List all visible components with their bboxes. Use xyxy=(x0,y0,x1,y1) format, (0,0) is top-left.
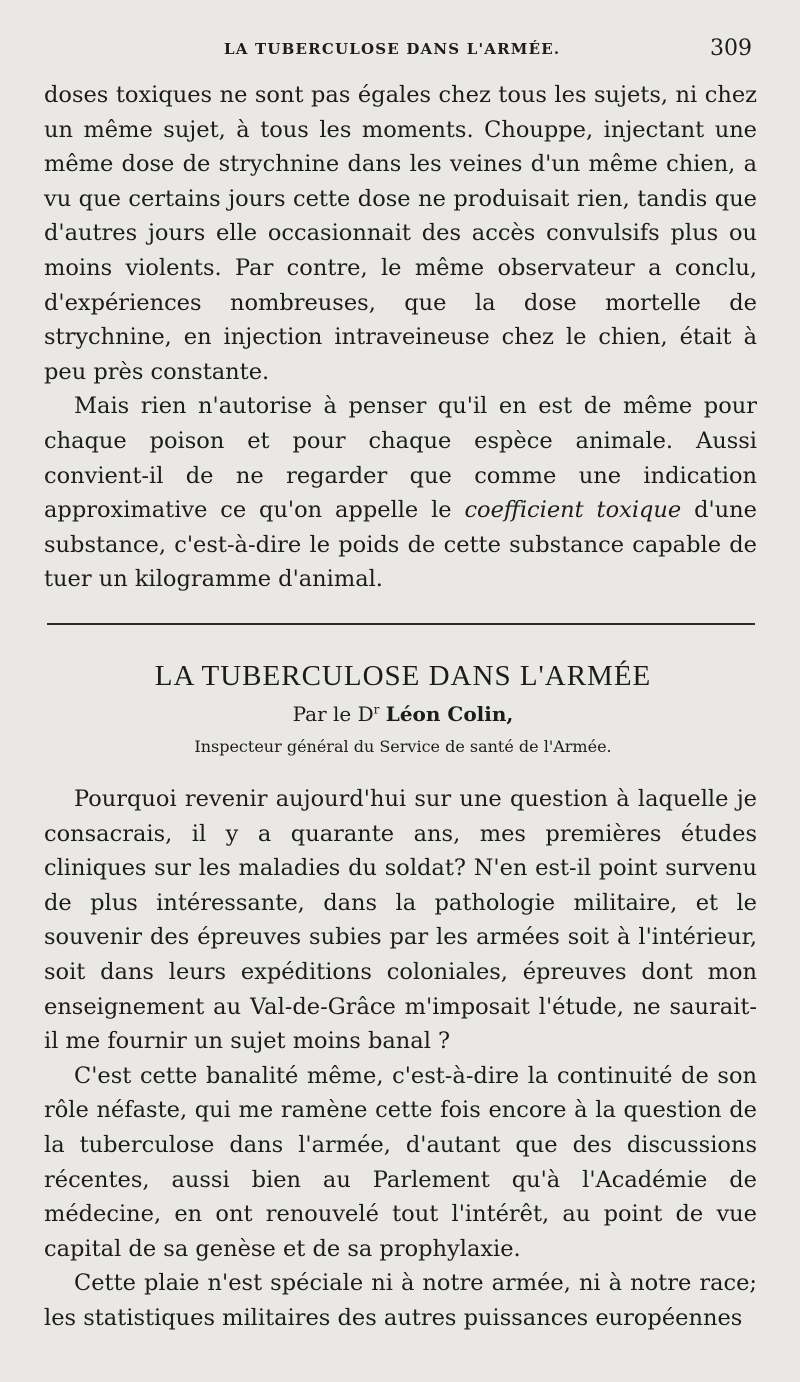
paragraph-toxic-coefficient xyxy=(44,389,757,597)
byline xyxy=(0,702,800,726)
author-affiliation: Inspecteur général du Service de santé de l'Armée. xyxy=(194,737,612,756)
paragraph-intro: Pourquoi revenir aujourd'hui sur une question à laquelle je consacrais, il y a quarante ans, mes premières études cliniques sur les maladies du soldat? N'en est-il point survenu de plus intéressante, dans la pathologie militaire, et le souvenir des épreuves subies par les armées soit à l'intérieur, soit dans leurs expéditions coloniales, épreuves dont mon enseignement au Val-de-Grâce m'imposait l'étude, ne saurait-il me fournir un sujet moins banal ? xyxy=(44,786,757,1055)
section-divider xyxy=(47,623,755,625)
text-span: Mais rien n'autorise à penser qu'il en est de même pour chaque poison et pour chaque espèce animale. Aussi convient-il de ne regarder que comme une indication approximative ce qu'on appelle le xyxy=(44,393,757,524)
article-body xyxy=(44,782,757,1336)
paragraph-statistics: Cette plaie n'est spéciale ni à notre armée, ni à notre race; les statistiques militaires des autres puissances européennes xyxy=(44,1270,757,1331)
section-previous-article xyxy=(44,78,757,597)
running-head xyxy=(0,36,800,66)
paragraph-banality: C'est cette banalité même, c'est-à-dire la continuité de son rôle néfaste, qui me ramène cette fois encore à la question de la tuberculose dans l'armée, d'autant que des discussions récentes, aussi bien au Parlement qu'à l'Académie de médecine, en ont renouvelé tout l'intérêt, au point de vue capital de sa genèse et de sa prophylaxie. xyxy=(44,1062,757,1262)
page-number: 309 xyxy=(710,36,752,61)
running-head-title: LA TUBERCULOSE DANS L'ARMÉE. xyxy=(224,40,561,58)
article-title: LA TUBERCULOSE DANS L'ARMÉE xyxy=(154,660,652,692)
paragraph-toxic-doses: doses toxiques ne sont pas égales chez tous les sujets, ni chez un même sujet, à tous les moments. Chouppe, injectant une même dose de strychnine dans les veines d'un même chien, a vu que certains jours cette dose ne produisait rien, tandis que d'autres jours elle occasionnait des accès convulsifs plus ou moins violents. Par contre, le même observateur a conclu, d'expériences nombreuses, que la dose mortelle de strychnine, en injection intraveineuse chez le chien, était à peu près constante. xyxy=(44,82,757,385)
author-name: Léon Colin, xyxy=(385,702,514,726)
byline-superscript: r xyxy=(373,702,380,717)
text-span: d'une substance, c'est-à-dire le poids de cette substance capable de tuer un kilogramme d'animal. xyxy=(44,497,757,593)
byline-prefix: Par le D xyxy=(292,702,374,726)
italic-term: coefficient toxique xyxy=(464,497,682,524)
